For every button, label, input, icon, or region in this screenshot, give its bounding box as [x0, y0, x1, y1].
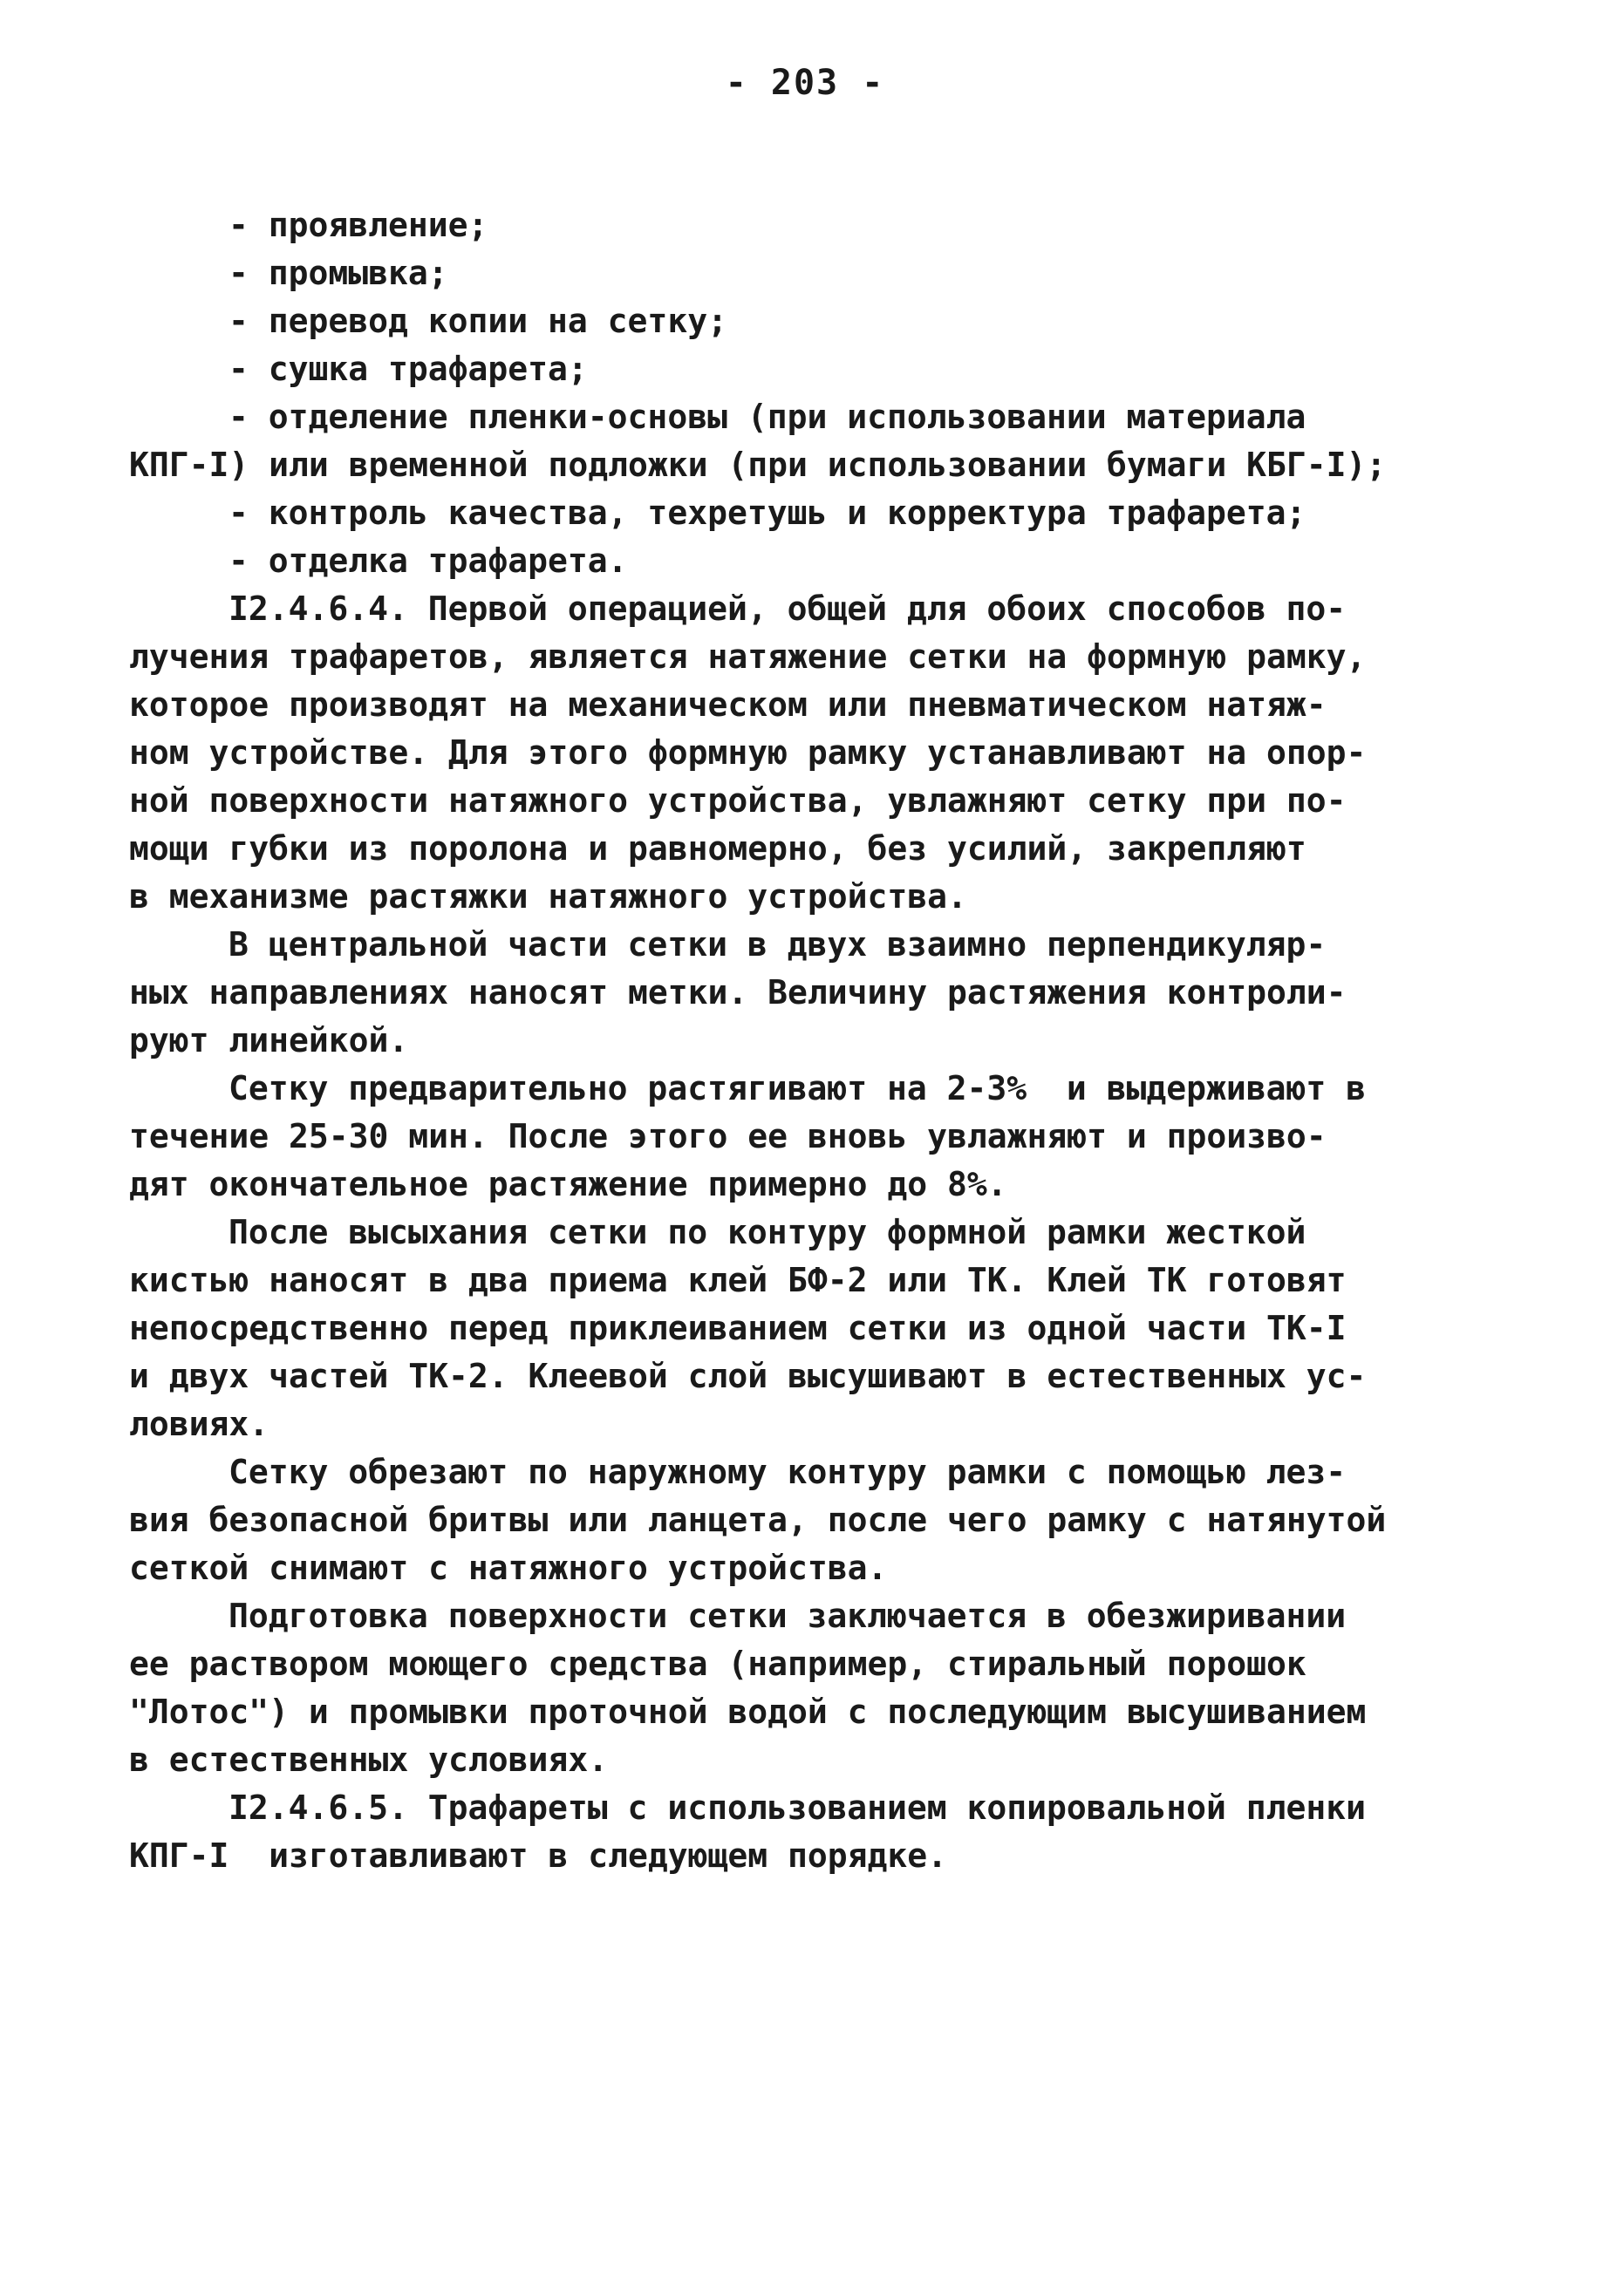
- text-line: ных направлениях наносят метки. Величину растяжения контроли-: [129, 973, 1347, 1012]
- list-item: - перевод копии на сетку;: [229, 302, 727, 340]
- text-line: которое производят на механическом или пневматическом натяж-: [129, 685, 1327, 724]
- paragraph-start-line: После высыхания сетки по контуру формной рамки жесткой: [229, 1213, 1306, 1251]
- text-line: и двух частей ТК-2. Клеевой слой высушивают в естественных ус-: [129, 1357, 1367, 1395]
- list-item: - контроль качества, техретушь и корректура трафарета;: [229, 494, 1306, 532]
- list-item: - сушка трафарета;: [229, 350, 588, 388]
- paragraph-start-line: В центральной части сетки в двух взаимно перпендикуляр-: [229, 925, 1327, 964]
- text-line: сеткой снимают с натяжного устройства.: [129, 1549, 888, 1587]
- text-line: вия безопасной бритвы или ланцета, после чего рамку с натянутой: [129, 1501, 1387, 1539]
- text-line: руют линейкой.: [129, 1021, 409, 1059]
- text-line: течение 25-30 мин. После этого ее вновь увлажняют и произво-: [129, 1117, 1327, 1155]
- text-line: ее раствором моющего средства (например, стиральный порошок: [129, 1645, 1306, 1683]
- text-line: ловиях.: [129, 1405, 269, 1443]
- list-item: - проявление;: [229, 206, 488, 244]
- text-line: мощи губки из поролона и равномерно, без усилий, закрепляют: [129, 829, 1306, 868]
- text-line: непосредственно перед приклеиванием сетки из одной части ТК-I: [129, 1309, 1347, 1347]
- paragraph-start-line: Подготовка поверхности сетки заключается в обезжиривании: [229, 1597, 1347, 1635]
- text-line: дят окончательное растяжение примерно до 8%.: [129, 1165, 1007, 1203]
- text-line: КПГ-I) или временной подложки (при использовании бумаги КБГ-I);: [129, 446, 1387, 484]
- list-item: - промывка;: [229, 254, 448, 292]
- paragraph-start-line: I2.4.6.5. Трафареты с использованием копировальной пленки: [229, 1788, 1367, 1827]
- text-line: "Лотос") и промывки проточной водой с последующим высушиванием: [129, 1693, 1367, 1731]
- paragraph-start-line: I2.4.6.4. Первой операцией, общей для обоих способов по-: [229, 589, 1347, 628]
- text-line: в естественных условиях.: [129, 1741, 609, 1779]
- text-line: в механизме растяжки натяжного устройства.: [129, 877, 967, 916]
- text-line: лучения трафаретов, является натяжение сетки на формную рамку,: [129, 637, 1367, 676]
- list-item: - отделка трафарета.: [229, 542, 628, 580]
- page-number: - 203 -: [725, 63, 885, 103]
- list-item: - отделение пленки-основы (при использовании материала: [229, 398, 1306, 436]
- text-line: кистью наносят в два приема клей БФ-2 или ТК. Клей ТК готовят: [129, 1261, 1347, 1299]
- text-line: КПГ-I изготавливают в следующем порядке.: [129, 1836, 947, 1875]
- text-line: ном устройстве. Для этого формную рамку устанавливают на опор-: [129, 733, 1367, 772]
- text-line: ной поверхности натяжного устройства, увлажняют сетку при по-: [129, 781, 1347, 820]
- paragraph-start-line: Сетку обрезают по наружному контуру рамки с помощью лез-: [229, 1453, 1347, 1491]
- paragraph-start-line: Сетку предварительно растягивают на 2-3% и выдерживают в: [229, 1069, 1367, 1107]
